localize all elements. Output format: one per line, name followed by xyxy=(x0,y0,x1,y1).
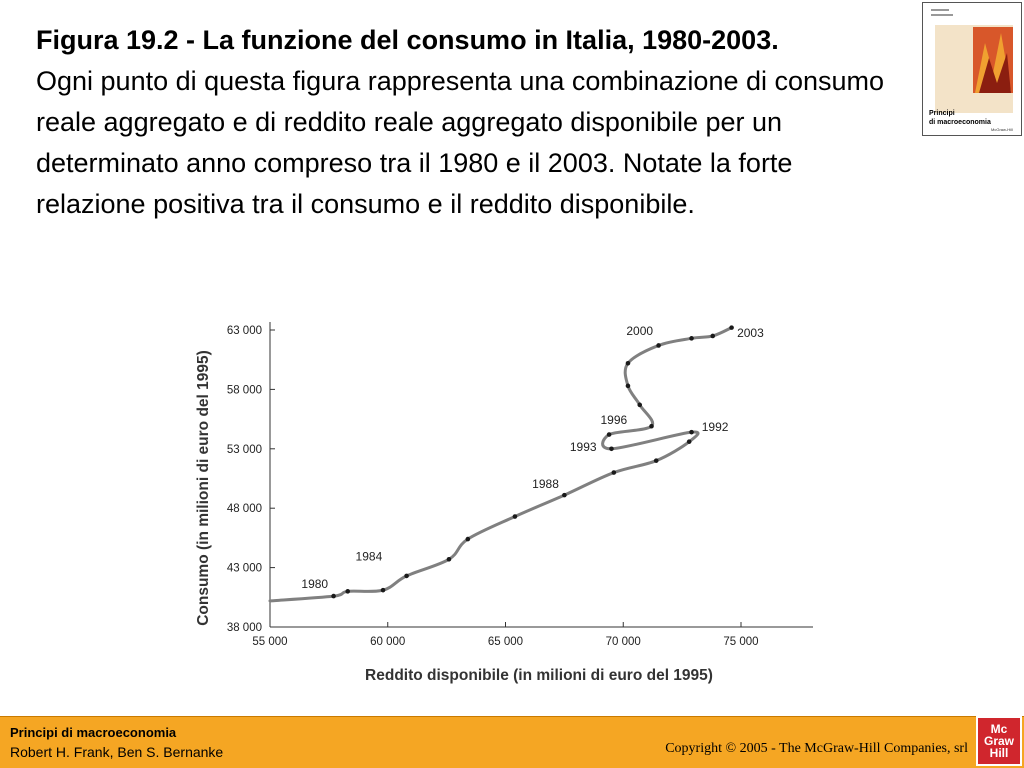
data-point xyxy=(447,557,452,562)
logo-line-1: Mc xyxy=(990,722,1008,736)
data-point xyxy=(345,589,350,594)
y-tick-label: 38 000 xyxy=(226,622,262,634)
cover-title-2: di macroeconomia xyxy=(929,119,991,126)
data-point xyxy=(637,403,642,408)
figure-description: Ogni punto di questa figura rappresenta una combinazione di consumo reale aggregato e di reddito reale aggregato disponibile per un determinato anno compreso tra il 1980 e il 2003. Notate la forte relazione positiva tra il consumo e il reddito disponibile. xyxy=(36,66,885,219)
cover-title-1: Principi xyxy=(929,110,955,117)
year-label: 2000 xyxy=(626,323,654,338)
data-point xyxy=(729,325,734,330)
y-axis xyxy=(227,322,275,634)
consumption-line xyxy=(270,328,732,601)
footer-copyright: Copyright © 2005 - The McGraw-Hill Companies, srl xyxy=(665,741,968,756)
data-point xyxy=(626,384,631,389)
y-tick-label: 63 000 xyxy=(226,325,262,337)
x-tick-label: 60 000 xyxy=(370,636,406,648)
data-point xyxy=(689,430,694,435)
y-tick-label: 58 000 xyxy=(226,384,262,397)
cover-publisher: McGraw-Hill xyxy=(991,127,1013,132)
footer-authors: Robert H. Frank, Ben S. Bernanke xyxy=(10,744,224,760)
consumption-series xyxy=(270,325,734,601)
data-point xyxy=(562,493,567,498)
data-point xyxy=(654,458,659,463)
year-label: 1984 xyxy=(355,549,383,564)
x-tick-label: 65 000 xyxy=(487,636,524,648)
data-point xyxy=(689,336,694,341)
x-tick-label: 75 000 xyxy=(723,636,759,648)
mcgraw-hill-logo xyxy=(976,716,1022,766)
x-tick-label: 70 000 xyxy=(605,636,641,648)
data-point xyxy=(607,432,612,437)
x-axis xyxy=(252,622,813,648)
y-tick-label: 48 000 xyxy=(226,503,262,516)
figure-title: Figura 19.2 - La funzione del consumo in Italia, 1980-2003. xyxy=(36,25,779,55)
data-point xyxy=(513,514,518,519)
y-tick-label: 43 000 xyxy=(226,562,262,575)
year-label: 1980 xyxy=(301,576,329,591)
footer-book-title: Principi di macroeconomia xyxy=(10,725,177,740)
year-label: 1996 xyxy=(600,412,628,427)
data-point xyxy=(612,470,617,475)
logo-line-3: Hill xyxy=(989,746,1009,760)
data-point xyxy=(626,361,631,366)
data-point xyxy=(381,588,386,593)
y-axis-label: Consumo (in milioni di euro del 1995) xyxy=(195,350,212,626)
data-point xyxy=(331,594,336,599)
x-axis-label: Reddito disponibile (in milioni di euro del 1995) xyxy=(365,667,713,684)
data-point xyxy=(466,537,471,542)
data-point xyxy=(649,424,654,429)
x-tick-label: 55 000 xyxy=(252,636,288,648)
year-annotations xyxy=(301,324,764,591)
data-point xyxy=(609,447,614,452)
footer-bar xyxy=(0,716,1024,768)
logo-line-2: Graw xyxy=(983,734,1014,748)
data-point xyxy=(404,574,409,579)
data-point xyxy=(656,343,661,348)
year-label: 1993 xyxy=(569,440,597,455)
data-point xyxy=(710,334,715,339)
year-label: 1988 xyxy=(532,477,559,492)
year-label: 2003 xyxy=(737,326,764,341)
year-label: 1992 xyxy=(701,419,729,434)
y-tick-label: 53 000 xyxy=(226,443,262,456)
data-point xyxy=(687,439,692,444)
